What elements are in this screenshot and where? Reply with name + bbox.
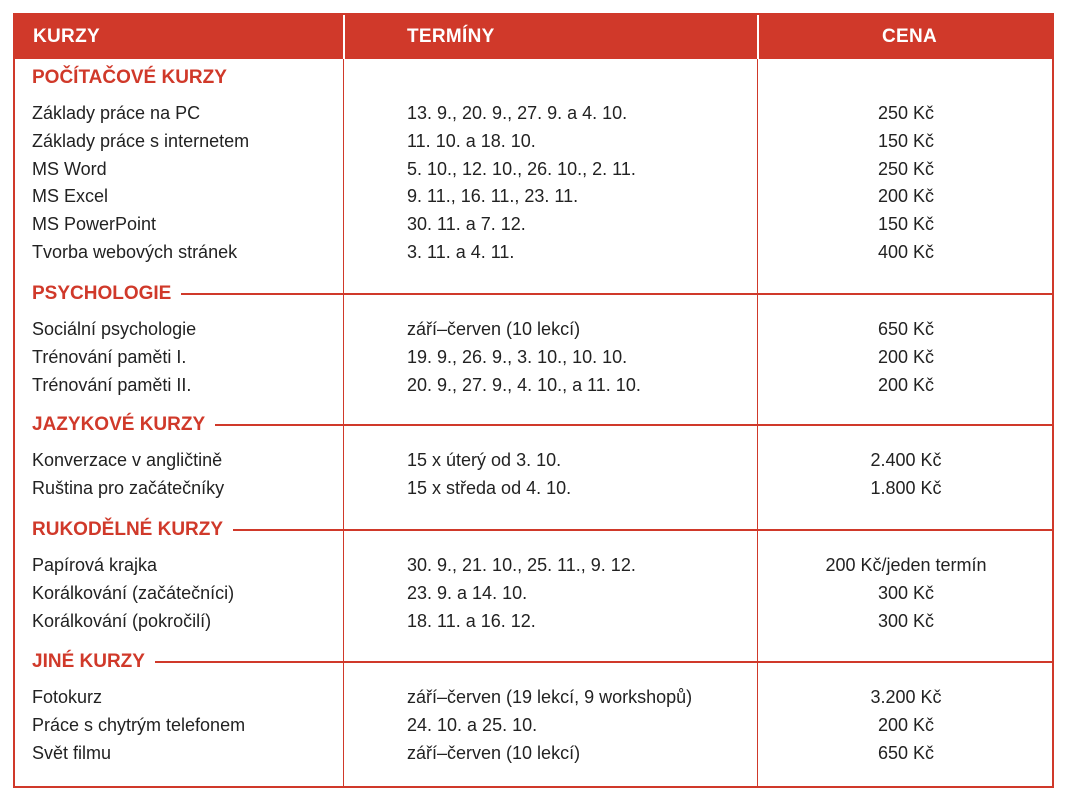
section-divider <box>181 293 1052 295</box>
section-title: POČÍTAČOVÉ KURZY <box>32 65 237 91</box>
course-dates: 23. 9. a 14. 10. <box>407 582 528 603</box>
table-row <box>15 238 1052 266</box>
table-row <box>15 683 1052 711</box>
course-dates: 13. 9., 20. 9., 27. 9. a 4. 10. <box>407 103 628 123</box>
header-divider <box>343 15 345 59</box>
course-price: 650 Kč <box>877 742 935 763</box>
course-dates: září–červen (10 lekcí) <box>407 742 581 763</box>
course-price: 300 Kč <box>877 582 935 603</box>
section-title: JAZYKOVÉ KURZY <box>32 412 215 438</box>
course-name: Základy práce s internetem <box>32 130 250 151</box>
course-name: Sociální psychologie <box>32 319 197 339</box>
course-name: Korálkování (začátečníci) <box>32 582 235 603</box>
course-dates: 3. 11. a 4. 11. <box>407 242 515 262</box>
course-dates: 11. 10. a 18. 10. <box>407 130 536 151</box>
section-title: JINÉ KURZY <box>32 649 155 675</box>
course-name: Základy práce na PC <box>32 103 201 123</box>
course-price: 200 Kč <box>877 374 935 395</box>
section-divider <box>233 529 1052 531</box>
header-courses: KURZY <box>33 26 100 47</box>
table-row <box>15 739 1052 767</box>
table-row <box>15 711 1052 739</box>
course-price: 300 Kč <box>877 610 935 631</box>
header-price: CENA <box>882 26 938 47</box>
course-price: 200 Kč <box>877 346 935 367</box>
table-row <box>15 579 1052 607</box>
course-price: 2.400 Kč <box>870 450 942 470</box>
section-divider <box>215 424 1052 426</box>
header-divider <box>757 15 759 59</box>
table-row <box>15 474 1052 502</box>
course-name: Svět filmu <box>32 742 112 763</box>
course-price: 200 Kč <box>877 714 935 735</box>
table-row <box>15 315 1052 343</box>
course-name: Papírová krajka <box>32 555 158 575</box>
course-name: Fotokurz <box>32 687 103 707</box>
course-price: 400 Kč <box>877 242 935 262</box>
course-price: 650 Kč <box>877 319 935 339</box>
header-dates: TERMÍNY <box>407 26 495 47</box>
course-name: MS Word <box>32 158 107 179</box>
course-dates: září–červen (10 lekcí) <box>407 319 581 339</box>
table-row <box>15 343 1052 371</box>
course-price: 200 Kč <box>877 186 935 207</box>
table-row <box>15 371 1052 399</box>
table-row <box>15 551 1052 579</box>
course-name: Tvorba webových stránek <box>32 242 238 262</box>
course-dates: 15 x úterý od 3. 10. <box>407 450 562 470</box>
course-name: Trénování paměti II. <box>32 374 192 395</box>
table-row <box>15 127 1052 155</box>
course-price: 3.200 Kč <box>870 687 942 707</box>
course-price: 150 Kč <box>877 214 935 235</box>
course-name: Konverzace v angličtině <box>32 450 223 470</box>
section-divider <box>155 661 1052 663</box>
course-name: MS PowerPoint <box>32 214 157 235</box>
table-row <box>15 99 1052 127</box>
course-price: 200 Kč/jeden termín <box>825 555 987 575</box>
table-row <box>15 155 1052 183</box>
table-header <box>15 15 1052 59</box>
course-dates: 19. 9., 26. 9., 3. 10., 10. 10. <box>407 346 628 367</box>
course-dates: 30. 11. a 7. 12. <box>407 214 526 235</box>
table-row <box>15 210 1052 238</box>
course-dates: 18. 11. a 16. 12. <box>407 610 536 631</box>
course-price: 150 Kč <box>877 130 935 151</box>
section-title: RUKODĚLNÉ KURZY <box>32 517 233 543</box>
table-row <box>15 182 1052 210</box>
course-price: 1.800 Kč <box>870 477 942 498</box>
course-price: 250 Kč <box>877 158 935 179</box>
course-dates: 24. 10. a 25. 10. <box>407 714 538 735</box>
course-name: Ruština pro začátečníky <box>32 477 225 498</box>
course-price: 250 Kč <box>877 103 935 123</box>
course-dates: 15 x středa od 4. 10. <box>407 477 572 498</box>
course-dates: 20. 9., 27. 9., 4. 10., a 11. 10. <box>407 374 641 395</box>
section-title: PSYCHOLOGIE <box>32 281 181 307</box>
table-row <box>15 607 1052 635</box>
course-dates: 5. 10., 12. 10., 26. 10., 2. 11. <box>407 158 636 179</box>
course-dates: září–červen (19 lekcí, 9 workshopů) <box>407 687 693 707</box>
table-row <box>15 446 1052 474</box>
course-name: Korálkování (pokročilí) <box>32 610 212 631</box>
course-name: MS Excel <box>32 186 109 207</box>
course-name: Práce s chytrým telefonem <box>32 714 246 735</box>
course-dates: 30. 9., 21. 10., 25. 11., 9. 12. <box>407 555 636 575</box>
course-dates: 9. 11., 16. 11., 23. 11. <box>407 186 579 207</box>
course-table <box>13 13 1054 788</box>
course-name: Trénování paměti I. <box>32 346 187 367</box>
